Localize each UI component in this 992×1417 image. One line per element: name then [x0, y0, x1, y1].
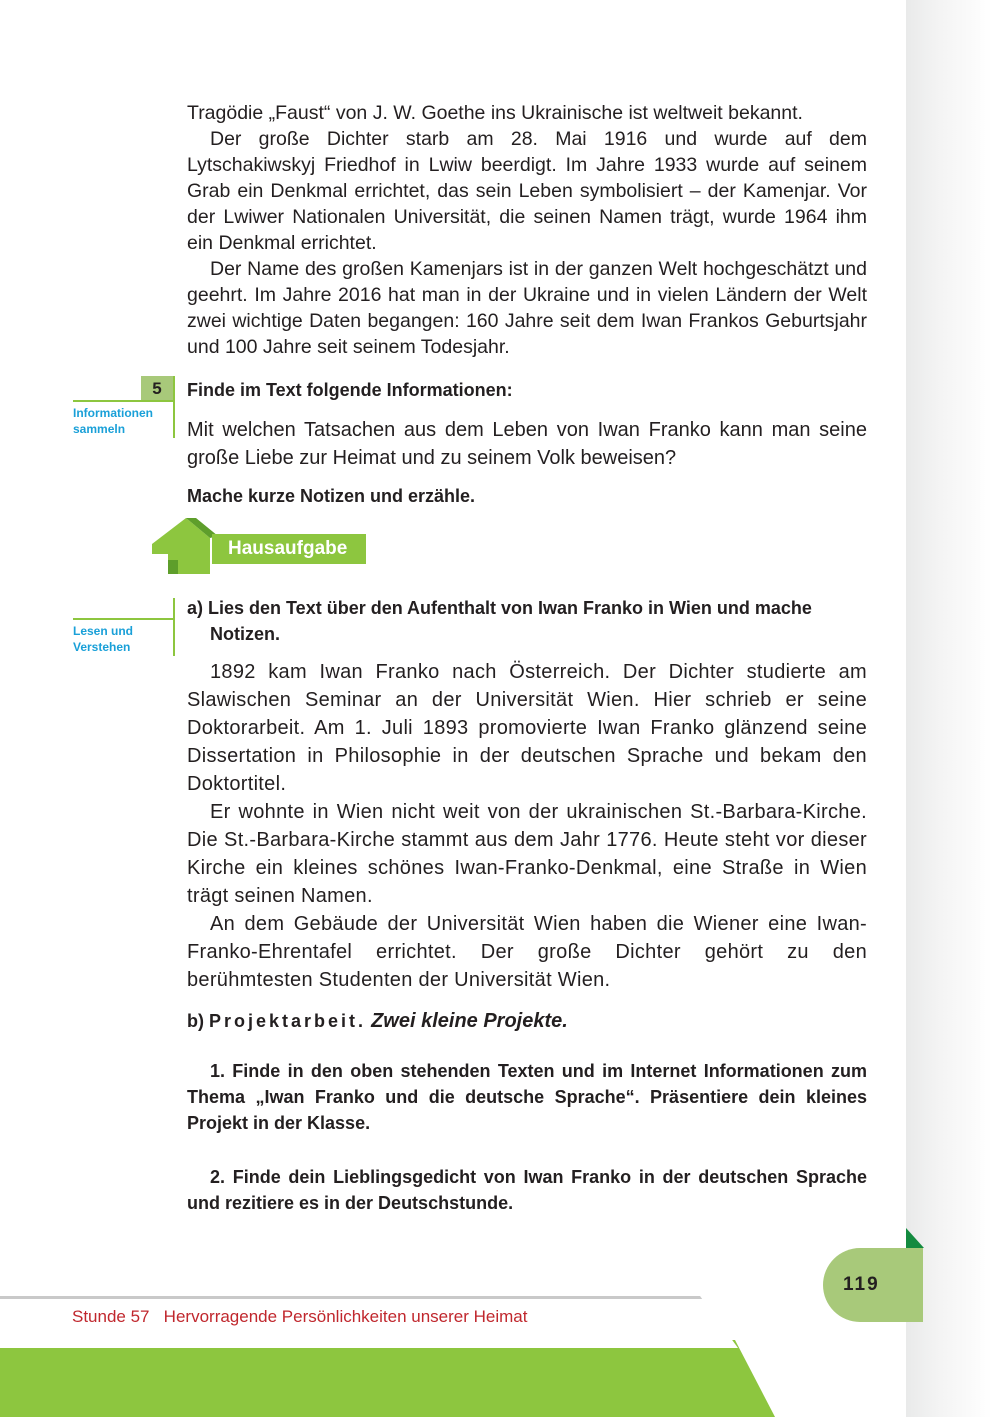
- intro-text: [187, 100, 867, 360]
- task-5-question: Mit welchen Tatsachen aus dem Leben von Iwan Franko kann man seine große Liebe zur Heimat und zu seinem Volk beweisen?: [187, 419, 867, 469]
- page-edge-shadow: [906, 0, 992, 1417]
- task-a-heading: a) Lies den Text über den Aufenthalt von Iwan Franko in Wien und mache Notizen.: [187, 598, 812, 644]
- task-b: [187, 1008, 867, 1216]
- intro-line: Tragödie „Faust“ von J. W. Goethe ins Ukrainische ist weltweit bekannt.: [187, 102, 803, 124]
- task-a-paragraph-3: An dem Gebäude der Universität Wien haben die Wiener eine Iwan-Franko-Ehrentafel errichtet. Der große Dichter gehört zu den berühmtesten Studenten der Universität Wien.: [187, 913, 867, 991]
- task-5-instruction: Mache kurze Notizen und erzähle.: [187, 486, 476, 506]
- task-b-label: Projektarbeit.: [209, 1011, 367, 1031]
- task-5: [187, 377, 867, 509]
- homework-banner: Hausaufgabe: [212, 534, 366, 564]
- footer-band: [0, 1340, 775, 1417]
- task-5-heading: Finde im Text folgende Informationen:: [187, 380, 513, 400]
- task-b-heading: [187, 1008, 867, 1034]
- skill-label-lesen: Lesen und Verstehen: [73, 624, 134, 654]
- task-a-paragraph-2: Er wohnte in Wien nicht weit von der ukrainischen St.-Barbara-Kirche. Die St.-Barbara-Kirche stammt aus dem Jahr 1776. Heute steht vor dieser Kirche ein kleines schönes Iwan-Franko-Denkmal, eine Straße in Wien trägt seinen Namen.: [187, 801, 867, 907]
- page-corner-marker: [906, 1228, 924, 1248]
- task-a-paragraph-1: 1892 kam Iwan Franko nach Österreich. Der Dichter studierte am Slawischen Seminar an der Universität Wien. Hier schrieb er seine Doktorarbeit. Am 1. Juli 1893 promovierte Iwan Franko glänzend seine Dissertation in Philosophie in der deutschen Sprache und bekam den Doktortitel.: [187, 661, 867, 795]
- task-b-prefix: b): [187, 1011, 204, 1031]
- skill-label-informationen: Informationen sammeln: [73, 406, 153, 436]
- task-b-item-1: 1. Finde in den oben stehenden Texten und im Internet Informationen zum Thema „Iwan Franko und die deutsche Sprache“. Präsentiere dein kleines Projekt in der Klasse.: [187, 1061, 867, 1133]
- page-number: 119: [823, 1248, 923, 1322]
- intro-paragraph-2: Der große Dichter starb am 28. Mai 1916 und wurde auf dem Lytschakiwskyj Friedhof in Lwiw beerdigt. Im Jahre 1933 wurde auf seinem Grab ein Denkmal errichtet, das sein Leben symbolisiert – der Kamenjar. Vor der Lwiwer Nationalen Universität, die seinen Namen trägt, wurde 1964 ihm ein Denkmal errichtet.: [187, 128, 867, 254]
- task-number: 5: [141, 376, 173, 402]
- task-b-item-2: 2. Finde dein Lieblingsgedicht von Iwan Franko in der deutschen Sprache und rezitiere es in der Deutschstunde.: [187, 1167, 867, 1213]
- task-b-subtitle: Zwei kleine Projekte.: [371, 1010, 568, 1032]
- footer-lesson-title: Stunde 57 Hervorragende Persönlichkeiten unserer Heimat: [72, 1307, 528, 1326]
- task-a: [187, 595, 867, 994]
- intro-paragraph-3: Der Name des großen Kamenjars ist in der ganzen Welt hochgeschätzt und geehrt. Im Jahre 2016 hat man in der Ukraine und in vielen Ländern der Welt zwei wichtige Daten begangen: 160 Jahre seit dem Iwan Frankos Geburtsjahr und 100 Jahre seit seinem Todesjahr.: [187, 258, 867, 358]
